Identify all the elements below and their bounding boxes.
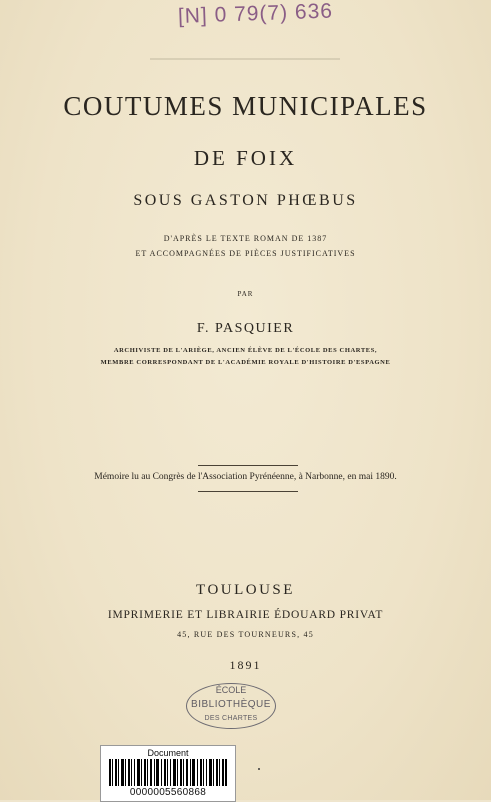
printer-address: 45, RUE DES TOURNEURS, 45	[177, 630, 314, 639]
publication-year: 1891	[229, 658, 262, 672]
by-label: PAR	[237, 290, 254, 298]
faint-header-mark	[150, 58, 340, 60]
source-line-2: ET ACCOMPAGNÉES DE PIÈCES JUSTIFICATIVES	[135, 249, 356, 258]
divider-top	[198, 465, 298, 466]
barcode-bars	[109, 759, 227, 786]
divider-bottom	[198, 491, 298, 492]
author-credentials-1: ARCHIVISTE DE L'ARIÈGE, ANCIEN ÉLÈVE DE L'ÉCOLE DES CHARTES,	[113, 347, 378, 354]
stamp-line-2: BIBLIOTHÈQUE	[191, 699, 271, 710]
barcode-title: Document	[147, 748, 189, 758]
paper-speck	[258, 768, 260, 770]
stamp-line-3: DES CHARTES	[204, 715, 258, 722]
author-name: F. PASQUIER	[196, 321, 295, 336]
stamp-line-1: ÉCOLE	[215, 685, 247, 695]
printer-name: IMPRIMERIE ET LIBRAIRIE ÉDOUARD PRIVAT	[107, 609, 384, 621]
book-title: COUTUMES MUNICIPALES	[63, 91, 428, 121]
author-credentials-2: MEMBRE CORRESPONDANT DE L'ACADÉMIE ROYALE D'HISTOIRE D'ESPAGNE	[100, 359, 391, 366]
publication-city: TOULOUSE	[196, 582, 295, 598]
handwritten-shelfmark: [N] 0 79(7) 636	[177, 0, 334, 28]
book-subtitle-1: DE FOIX	[193, 146, 298, 170]
library-stamp	[186, 683, 276, 729]
memoire-note: Mémoire lu au Congrès de l'Association Pyrénéenne, à Narbonne, en mai 1890.	[94, 472, 397, 482]
source-line-1: D'APRÈS LE TEXTE ROMAN DE 1387	[163, 234, 328, 243]
barcode-label	[100, 745, 236, 802]
book-subtitle-2: SOUS GASTON PHŒBUS	[133, 192, 358, 209]
barcode-number: 0000005560868	[129, 787, 207, 798]
